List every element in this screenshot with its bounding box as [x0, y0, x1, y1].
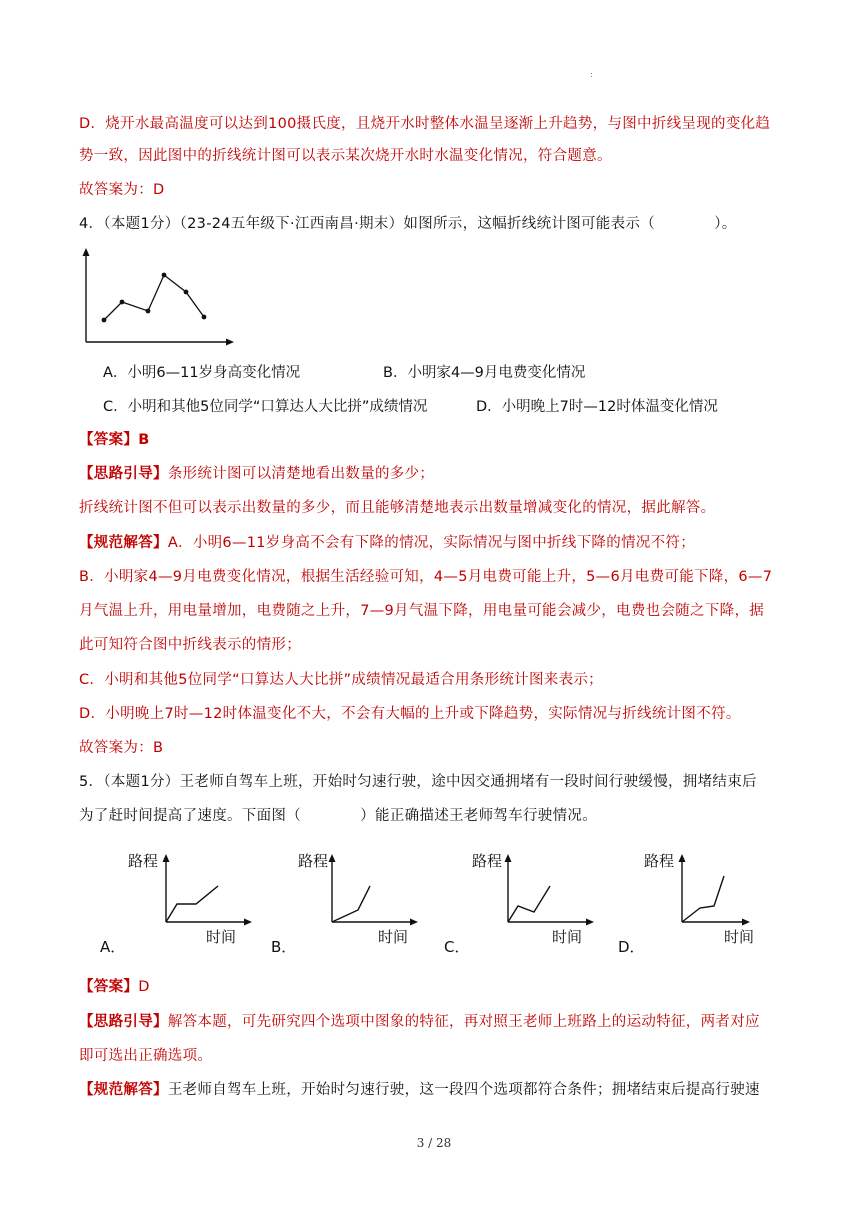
q4-hint: [79, 464, 434, 484]
answer-tag: 【答案】: [79, 979, 139, 995]
q5-stem-2: 为了赶时间提高了速度。下面图（ ）能正确描述王老师驾车行驶情况。: [79, 808, 597, 824]
q4-solution-c: C．小明和其他5位同学“口算达人大比拼”成绩情况最适合用条形统计图来表示；: [79, 672, 603, 688]
graph-a-option-label: A．: [100, 938, 126, 956]
hint-tag: 【思路引导】: [79, 466, 168, 482]
q5-graph-a: [100, 848, 270, 958]
q4-option-b: B．小明家4—9月电费变化情况: [383, 365, 586, 381]
d-explain-line-2: 势一致，因此图中的折线统计图可以表示某次烧开水时水温变化情况，符合题意。: [79, 148, 612, 164]
q5-graph-d: [616, 848, 786, 958]
q5-solution: [79, 1080, 760, 1100]
hint-text: 解答本题，可先研究四个选项中图象的特征，再对照王老师上班路上的运动特征，两者对应: [167, 1014, 760, 1030]
solution-tag: 【规范解答】: [79, 535, 168, 551]
graph-d-x-label: 时间: [724, 928, 755, 946]
q4-option-a: A．小明6—11岁身高变化情况: [103, 365, 301, 381]
q5-graph-b: [270, 848, 440, 958]
q4-option-c: C．小明和其他5位同学“口算达人大比拼”成绩情况: [103, 399, 428, 415]
graph-b-y-label: 路程: [298, 852, 329, 870]
q5-hint-line-2: 即可选出正确选项。: [79, 1048, 213, 1064]
graph-d-option-label: D．: [618, 938, 645, 956]
graph-c-y-label: 路程: [472, 852, 503, 870]
d-explain-line-1: D．烧开水最高温度可以达到100摄氏度，且烧开水时整体水温呈逐渐上升趋势，与图中折线呈现的变化趋: [79, 116, 771, 132]
q4-solution-d: D．小明晚上7时—12时体温变化不大，不会有大幅的上升或下降趋势，实际情况与折线统计图不符。: [79, 706, 741, 722]
graph-b-x-label: 时间: [378, 928, 409, 946]
answer-tag: 【答案】: [79, 432, 139, 448]
header-mark: :: [590, 70, 593, 79]
q4-line-chart: [78, 248, 238, 348]
graph-d-y-label: 路程: [644, 852, 675, 870]
q4-solution-a: [79, 533, 695, 553]
q4-final-answer: 故答案为：B: [79, 740, 164, 756]
answer-value: D: [138, 979, 150, 995]
q4-solution-b-3: 此可知符合图中折线表示的情形；: [79, 637, 301, 653]
hint-text: 条形统计图可以清楚地看出数量的多少；: [167, 466, 435, 482]
q5-stem-1: 5．（本题1分）王老师自驾车上班，开始时匀速行驶，途中因交通拥堵有一段时间行驶缓慢，拥堵结束后: [79, 774, 757, 790]
solution-tag: 【规范解答】: [79, 1082, 168, 1098]
graph-a-x-label: 时间: [206, 928, 237, 946]
solution-text: 王老师自驾车上班，开始时匀速行驶，这一段四个选项都符合条件；拥堵结束后提高行驶速: [167, 1082, 760, 1098]
graph-c-option-label: C．: [444, 938, 470, 956]
page-number: 3 / 28: [416, 1136, 452, 1150]
graph-a-y-label: 路程: [128, 852, 159, 870]
q4-option-d: D．小明晚上7时—12时体温变化情况: [476, 399, 718, 415]
graph-c-x-label: 时间: [552, 928, 583, 946]
q4-solution-b-1: B．小明家4—9月电费变化情况，根据生活经验可知，4—5月电费可能上升，5—6月电费可能下降，6—7: [79, 569, 773, 585]
answer-value: B: [138, 432, 150, 448]
q5-hint-line-1: [79, 1012, 760, 1032]
previous-answer: 故答案为：D: [79, 182, 165, 198]
hint-tag: 【思路引导】: [79, 1014, 168, 1030]
solution-a-text: A．小明6—11岁身高不会有下降的情况，实际情况与图中折线下降的情况不符；: [167, 535, 696, 551]
graph-b-option-label: B．: [271, 938, 297, 956]
q4-hint-line-2: 折线统计图不但可以表示出数量的多少，而且能够清楚地表示出数量增减变化的情况，据此解答。: [79, 500, 716, 516]
q4-stem: 4．（本题1分）（23-24五年级下·江西南昌·期末）如图所示，这幅折线统计图可能表示（ ）。: [79, 216, 737, 232]
q5-graph-c: [442, 848, 612, 958]
q4-answer: [79, 430, 150, 450]
q4-solution-b-2: 月气温上升，用电量增加，电费随之上升，7—9月气温下降，用电量可能会减少，电费也会随之下降，据: [79, 603, 765, 619]
q5-answer: [79, 977, 150, 997]
